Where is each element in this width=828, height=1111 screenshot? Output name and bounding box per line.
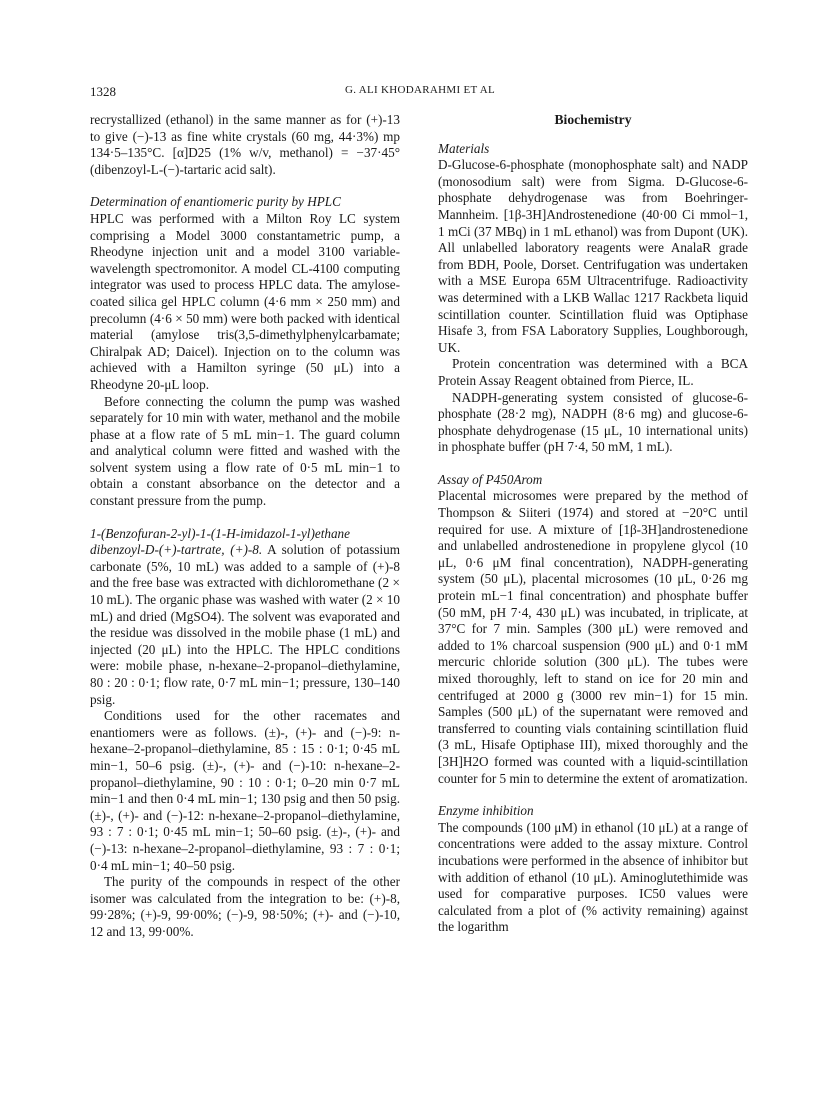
page-number: 1328 — [90, 84, 116, 99]
paragraph-nadph: NADPH-generating system consisted of glucose-6-phosphate (28·2 mg), NADPH (8·6 mg) and glucose-6-phosphate dehydrogenase (15 μL, 10 international units) in phosphate buffer (pH 7·4, 50 mM, 1 mL). — [438, 389, 748, 455]
paragraph-purity: The purity of the compounds in respect of the other isomer was calculated from the integration to be: (+)-8, 99·28%; (+)-9, 99·00%; (−)-9, 98·50%; (+)- and (−)-10, 12 and 13, 99·00%. — [90, 874, 400, 939]
paragraph-hplc-equipment: HPLC was performed with a Milton Roy LC system comprising a Model 3000 constantametric pump, a Rheodyne injection unit and a model 3100 variable-wavelength spectromonitor. A model CL-4100 computing integrator was used to process HPLC data. The amylose-coated silica gel HPLC column (4·6 mm × 250 mm) and precolumn (4·6 × 50 mm) were both packed with identical material (amylose tris(3,5-dimethylphenylcarbamate; Chiralpak AD; Daicel). Injection on to the column was achieved with a Hamilton syringe (50 μL) into a Rheodyne 20-μL loop. — [90, 210, 400, 392]
compound-heading: 1-(Benzofuran-2-yl)-1-(1-H-imidazol-1-yl)ethane dibenzoyl-D-(+)-tartrate, (+)-8. — [90, 525, 351, 558]
paragraph-protein: Protein concentration was determined with a BCA Protein Assay Reagent obtained from Pierce, IL. — [438, 356, 748, 388]
running-head: G. ALI KHODARAHMI ET AL — [345, 84, 495, 96]
paragraph-assay: Placental microsomes were prepared by the method of Thompson & Siiteri (1974) and stored at −20°C until required for use. A mixture of [1β-3H]androstenedione and unlabelled androstenedione in propylene glycol (10 μL, 0·6 μM final concentration), NADPH-generating system (50 μL), placental microsomes (10 μL, 0·26 mg protein mL−1 final concentration) and phosphate buffer (50 mM, pH 7·4, 430 μL) was incubated, in triplicate, at 37°C for 7 min. Samples (300 μL) were removed and added to 1% charcoal suspension (900 μL) and 0·1 mM mercuric chloride solution (300 μL). The tubes were mixed thoroughly, left to stand on ice for 20 min and centrifuged at 2000 g (3000 rev min−1) for 15 min. Samples (500 μL) of the supernatant were removed and transferred to counting vials containing scintillation fluid (3 mL, Hisafe Optiphase III), mixed thoroughly and the [3H]H2O formed was counted with a liquid-scintillation counter for 5 min to determine the extent of aromatization. — [438, 488, 748, 786]
right-column — [438, 112, 748, 936]
paragraph-compound-8 — [90, 526, 400, 709]
left-column — [90, 112, 400, 941]
page-header — [90, 84, 750, 104]
compound-procedure: A solution of potassium carbonate (5%, 10 mL) was added to a sample of (+)-8 and the free base was extracted with dichloromethane (2 × 10 mL). The organic phase was washed with water (2 × 10 mL) and dried (MgSO4). The solvent was evaporated and the residue was dissolved in the mobile phase (1 mL) and injected (20 μL) into the HPLC. The HPLC conditions were: mobile phase, n-hexane–2-propanol–diethylamine, 80 : 20 : 0·1; flow rate, 0·7 mL min−1; pressure, 130–140 psig. — [90, 542, 400, 707]
section-title-biochemistry: Biochemistry — [554, 112, 632, 127]
paragraph-continued: recrystallized (ethanol) in the same manner as for (+)-13 to give (−)-13 as fine white crystals (60 mg, 44·3%) mp 134·5–135°C. [α]D25 (1% w/v, methanol) = −37·45° (dibenzoyl-L-(−)-tartaric acid salt). — [90, 112, 400, 177]
subheading-materials: Materials — [438, 140, 490, 156]
paragraph-hplc-washing: Before connecting the column the pump was washed separately for 10 min with water, methanol and the mobile phase at a flow rate of 5 mL min−1. The guard column and analytical column were fitted and washed with the solvent system using a flow rate of 0·5 mL min−1 to obtain a constant absorbance on the detector and a constant pressure from the pump. — [90, 393, 400, 509]
paragraph-conditions: Conditions used for the other racemates and enantiomers were as follows. (±)-, (+)- and (−)-9: n-hexane–2-propanol–diethylamine, 85 : 15 : 0·1; 0·45 mL min−1, 50–6 psig. (±)-, (+)- and (−)-10: n-hexane–2-propanol–diethylamine, 90 : 10 : 0·1; 0–20 min 0·7 mL min−1 and then 0·4 mL min−1; 130 psig and then 50 psig. (±)-, (+)- and (−)-12: n-hexane–2-propanol–diethylamine, 93 : 7 : 0·1; 0·45 mL min−1; 50–60 psig. (±)-, (+)- and (−)-13: n-hexane–2-propanol–diethylamine, 93 : 7 : 0·1; 0·4 mL min−1; 40–50 psig. — [90, 708, 400, 873]
paragraph-enzyme-inhibition: The compounds (100 μM) in ethanol (10 μL) at a range of concentrations were added to the assay mixture. Control incubations were performed in the absence of inhibitor but with addition of ethanol (10 μL). Aminoglutethimide was used for comparative purposes. IC50 values were calculated from a plot of (% activity remaining) against the logarithm — [438, 819, 748, 935]
subheading-hplc: Determination of enantiomeric purity by HPLC — [90, 194, 341, 210]
subheading-assay: Assay of P450Arom — [438, 471, 543, 487]
paragraph-materials: D-Glucose-6-phosphate (monophosphate salt) and NADP (monosodium salt) were from Sigma. D-Glucose-6-phosphate dehydrogenase was from Boehringer-Mannheim. [1β-3H]Androstenedione (40·00 Ci mmol−1, 1 mCi (37 MBq) in 1 mL ethanol) was from Dupont (UK). All unlabelled laboratory reagents were AnalaR grade from BDH, Poole, Dorset. Centrifugation was undertaken with a MSE Europa 65M Ultracentrifuge. Radioactivity was determined with a LKB Wallac 1217 Rackbeta liquid scintillation counter. Scintillation fluid was Optiphase Hisafe 3, from FSA Laboratory Supplies, Loughborough, UK. — [438, 157, 748, 355]
subheading-enzyme-inhibition: Enzyme inhibition — [438, 803, 534, 819]
